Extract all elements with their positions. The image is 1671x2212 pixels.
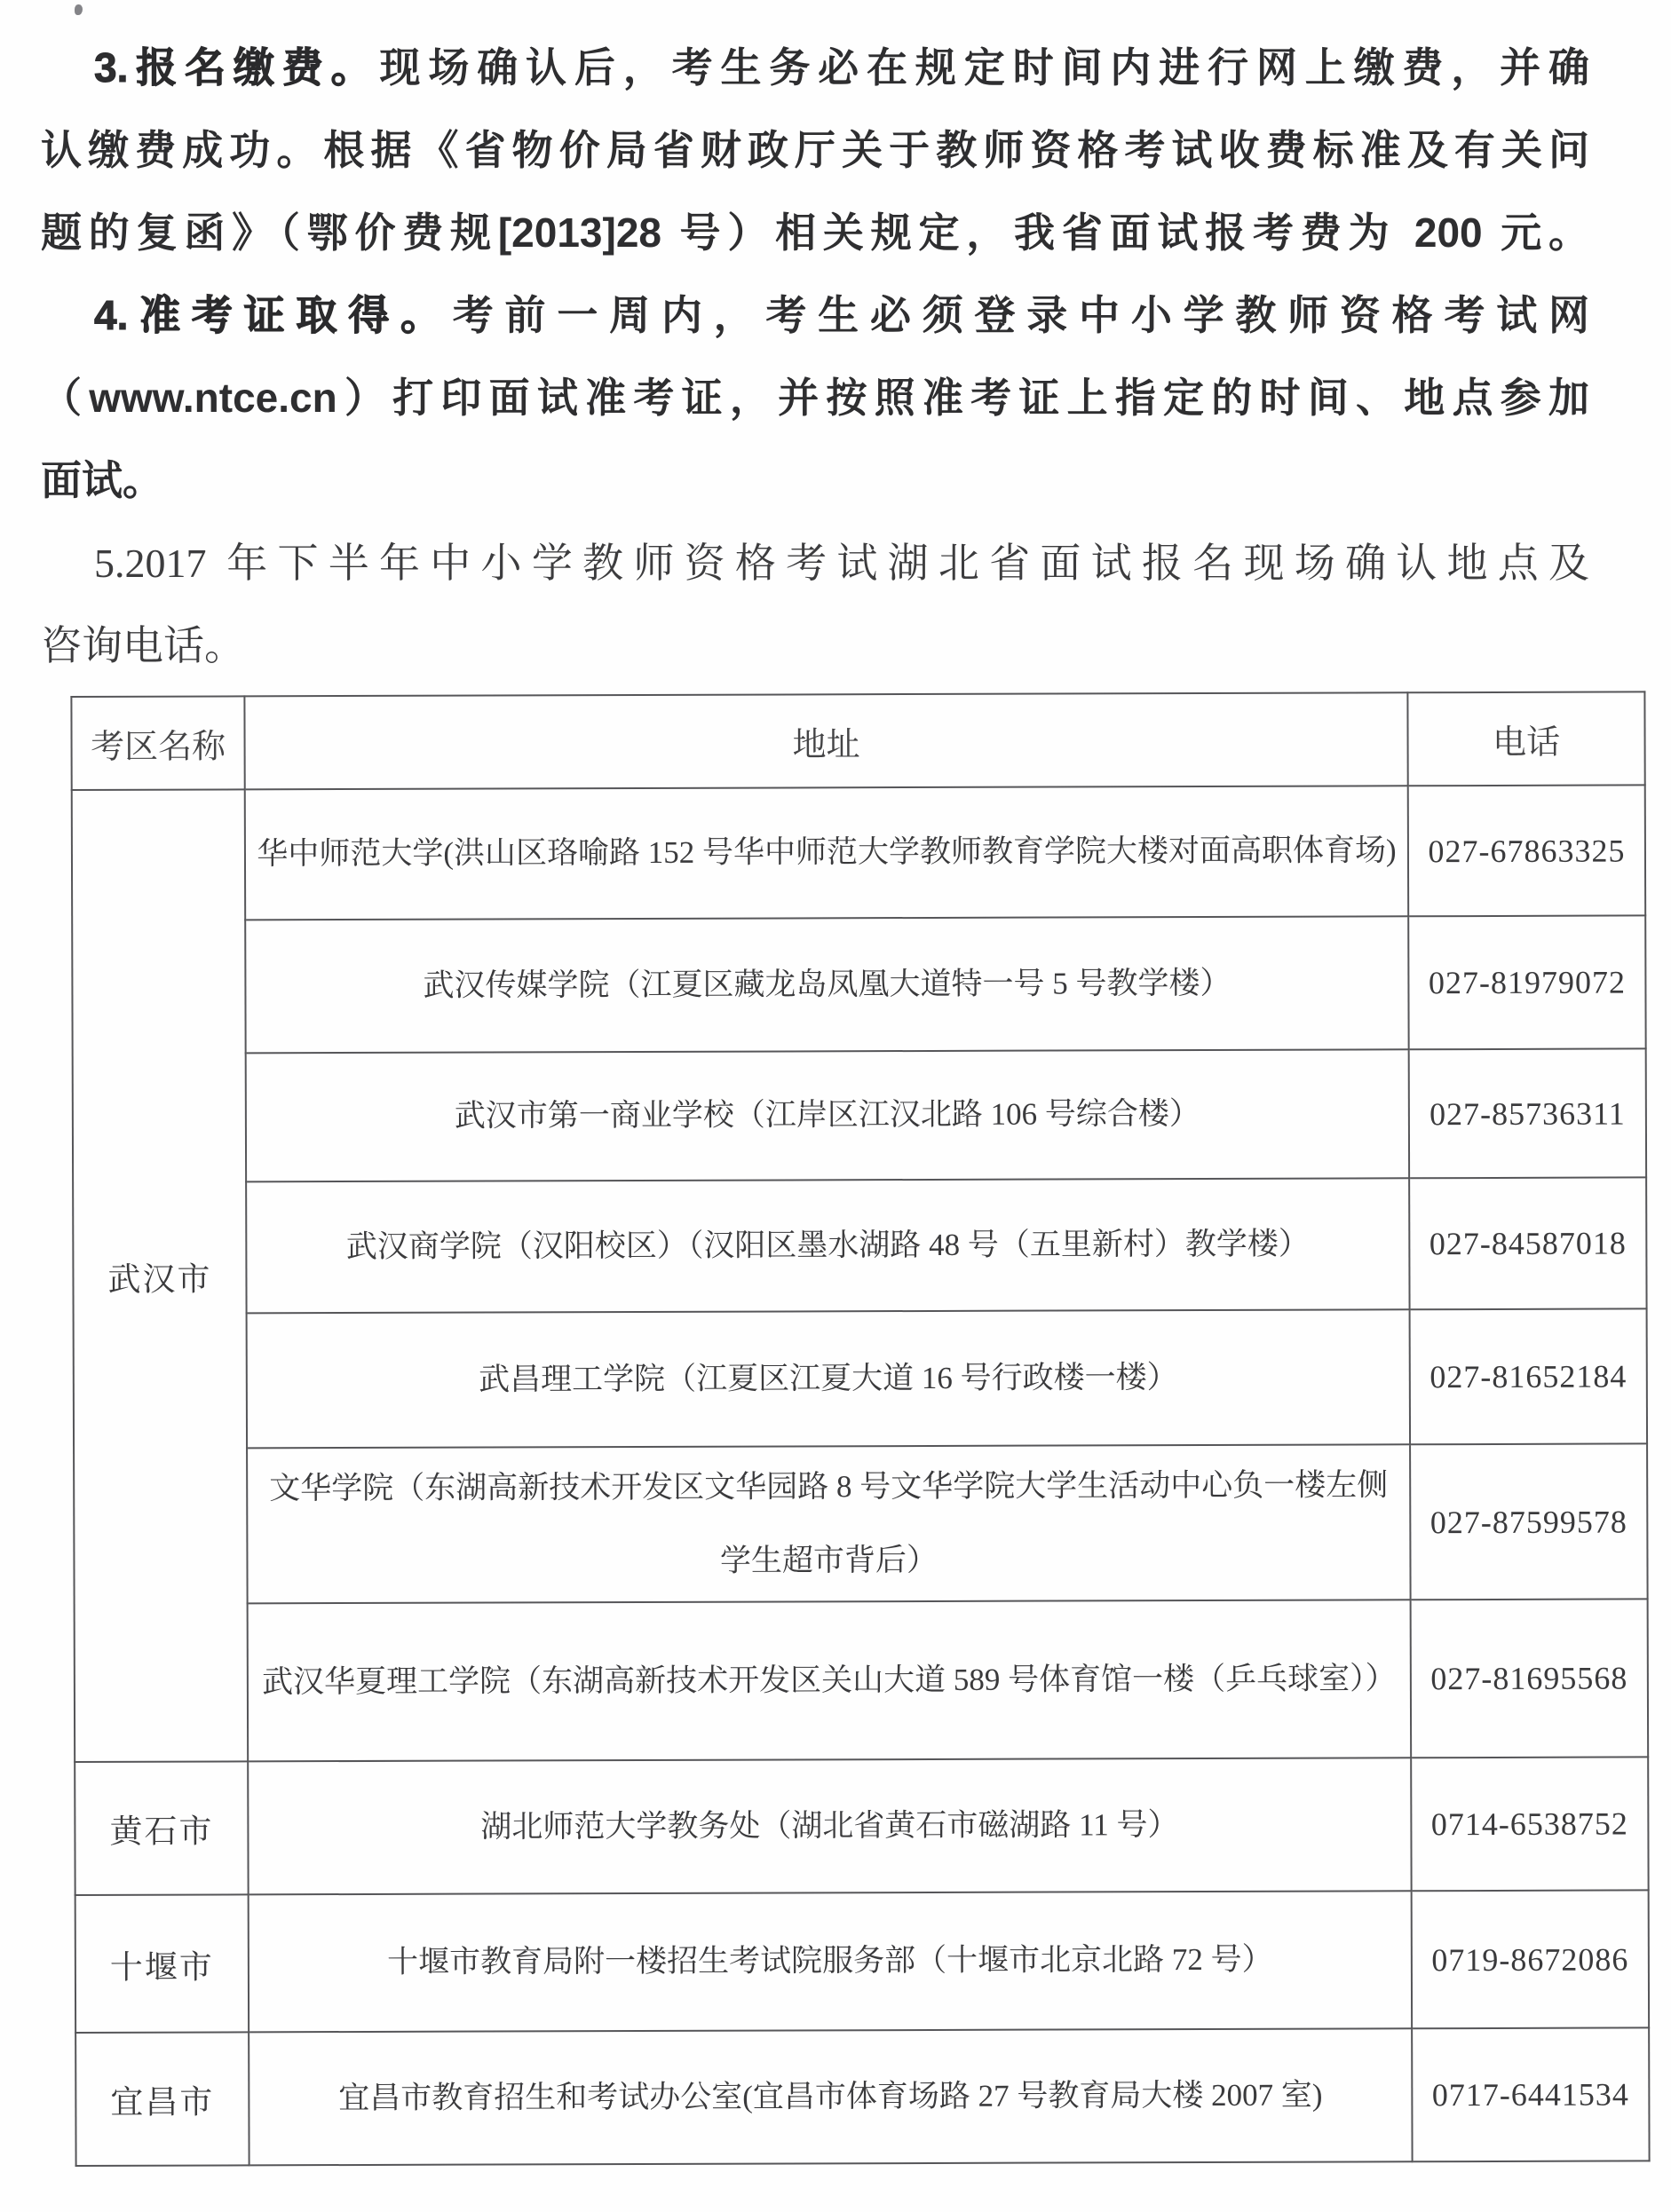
table-row — [75, 1890, 1649, 2033]
phone-cell: 0717-6441534 — [1412, 2027, 1649, 2161]
header-address-cell: 地址 — [244, 692, 1407, 789]
paragraph-text: 5.2017 年下半年中小学教师资格考试湖北省面试报名现场确认地点及 — [94, 541, 1589, 586]
phone-cell: 027-67863325 — [1408, 785, 1645, 916]
header-phone-cell: 电话 — [1407, 691, 1644, 786]
table-row — [75, 1757, 1648, 1895]
paragraph-line — [41, 604, 1589, 687]
paragraph-lead: 3.报名缴费。 — [94, 44, 380, 91]
address-cell: 武汉市第一商业学校（江岸区江汉北路 106 号综合楼） — [246, 1049, 1409, 1181]
table-row — [74, 1443, 1648, 1604]
address-cell: 武汉华夏理工学院（东湖高新技术开发区关山大道 589 号体育馆一楼（乒乓球室）） — [248, 1600, 1412, 1761]
region-cell: 宜昌市 — [75, 2032, 249, 2166]
paragraph-text: 题的复函》（鄂价费规[2013]28 号）相关规定，我省面试报考费为 200 元。 — [41, 209, 1589, 256]
paragraph-text: 面试。 — [41, 457, 163, 503]
header-region-cell: 考区名称 — [71, 696, 244, 790]
phone-cell: 027-81652184 — [1410, 1308, 1647, 1444]
table-row — [75, 1599, 1649, 1762]
table-row — [72, 785, 1645, 920]
table-row — [73, 1177, 1646, 1314]
region-cell: 黄石市 — [75, 1761, 248, 1895]
paragraph-line — [41, 192, 1589, 274]
paragraph-text: （www.ntce.cn）打印面试准考证，并按照准考证上指定的时间、地点参加 — [41, 375, 1589, 421]
paragraph-text: 咨询电话。 — [41, 623, 245, 668]
address-cell: 十堰市教育局附一楼招生考试院服务部（十堰市北京北路 72 号） — [249, 1891, 1412, 2032]
table-header-row — [71, 691, 1644, 790]
table-row — [72, 915, 1645, 1054]
paragraph-lead: 4.准考证取得。 — [94, 292, 453, 338]
phone-cell: 027-81979072 — [1408, 915, 1645, 1049]
paragraph-line — [41, 109, 1589, 192]
phone-cell: 0719-8672086 — [1412, 1890, 1649, 2028]
phone-cell: 027-81695568 — [1411, 1599, 1649, 1758]
phone-cell: 0714-6538752 — [1411, 1757, 1648, 1891]
address-cell: 文华学院（东湖高新技术开发区文华园路 8 号文华学院大学生活动中心负一楼左侧学生超市背后） — [247, 1444, 1411, 1603]
paragraph-line — [41, 27, 1589, 109]
table-row — [73, 1048, 1646, 1182]
table-row — [75, 2027, 1649, 2166]
table-row — [74, 1308, 1647, 1449]
paragraph-line — [41, 274, 1589, 357]
address-cell: 武汉商学院（汉阳校区）（汉阳区墨水湖路 48 号（五里新村）教学楼） — [246, 1178, 1409, 1313]
paragraph-text: 现场确认后，考生务必在规定时间内进行网上缴费，并确 — [379, 44, 1589, 91]
paragraph-line — [41, 357, 1589, 439]
address-cell: 湖北师范大学教务处（湖北省黄石市磁湖路 11 号） — [248, 1758, 1411, 1894]
phone-cell: 027-85736311 — [1409, 1048, 1646, 1178]
region-cell: 十堰市 — [75, 1894, 249, 2033]
paragraph-text: 认缴费成功。根据《省物价局省财政厅关于教师资格考试收费标准及有关问 — [41, 127, 1589, 173]
address-cell: 武昌理工学院（江夏区江夏大道 16 号行政楼一楼） — [247, 1309, 1410, 1448]
paragraph-line — [41, 522, 1589, 604]
confirmation-locations-table — [70, 691, 1650, 2167]
paragraph-line — [41, 439, 1589, 522]
document-body-text — [0, 0, 1671, 687]
address-cell: 宜昌市教育招生和考试办公室(宜昌市体育场路 27 号教育局大楼 2007 室) — [249, 2028, 1412, 2165]
address-cell: 华中师范大学(洪山区珞喻路 152 号华中师范大学教师教育学院大楼对面高职体育场) — [245, 786, 1408, 920]
phone-cell: 027-87599578 — [1410, 1443, 1648, 1600]
paragraph-text: 考前一周内，考生必须登录中小学教师资格考试网 — [452, 292, 1590, 338]
region-cell: 武汉市 — [72, 789, 248, 1762]
address-cell: 武汉传媒学院（江夏区藏龙岛凤凰大道特一号 5 号教学楼） — [245, 916, 1408, 1053]
phone-cell: 027-84587018 — [1409, 1177, 1646, 1309]
